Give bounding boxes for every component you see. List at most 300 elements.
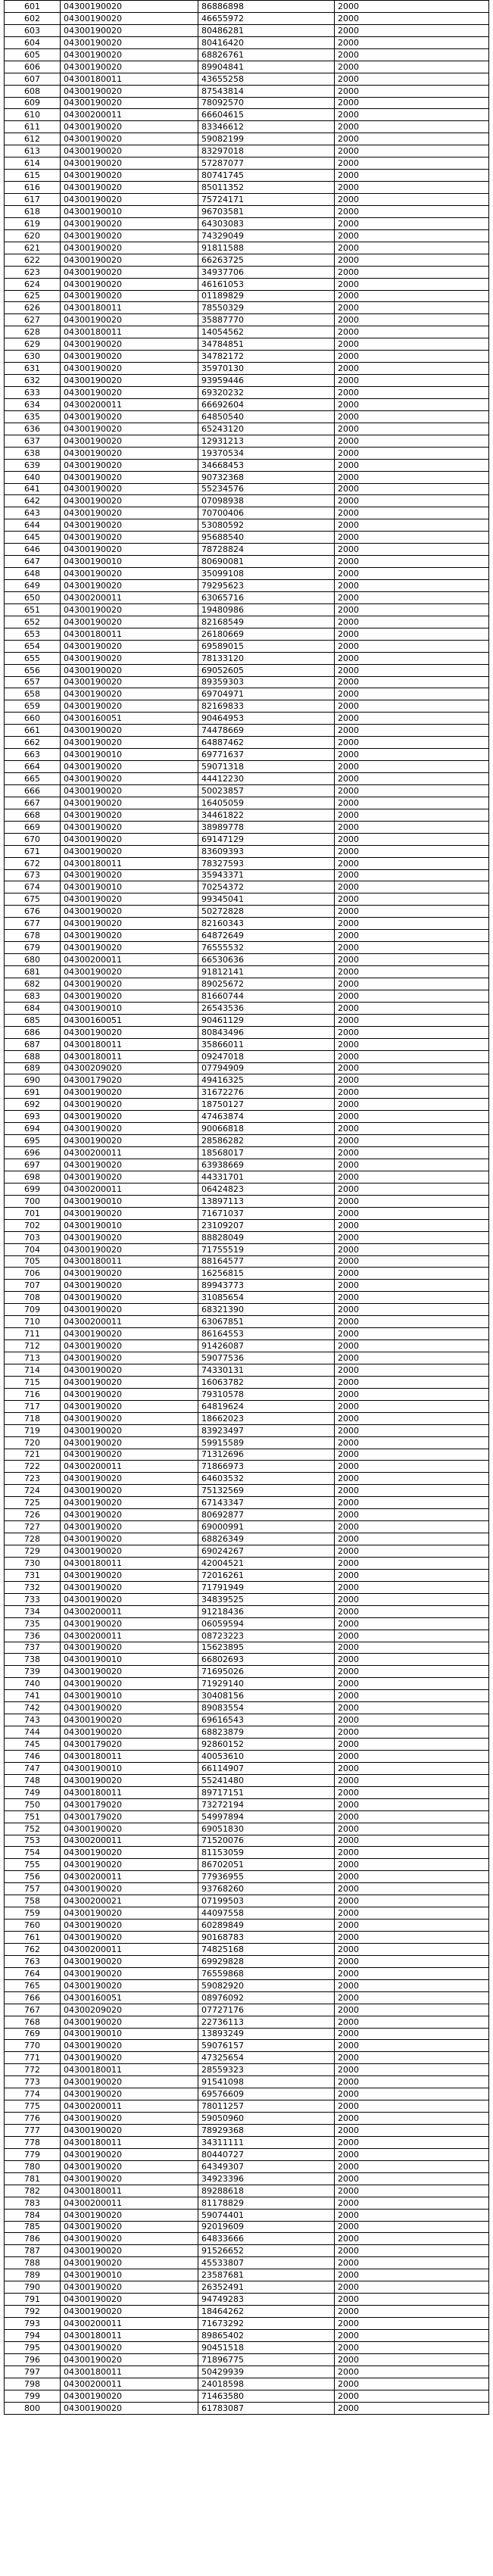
amount-cell: 2000	[335, 1316, 489, 1328]
amount-cell: 2000	[335, 737, 489, 749]
account-code-cell: 04300190020	[61, 423, 198, 435]
table-row	[5, 2100, 489, 2113]
amount-cell: 2000	[335, 2185, 489, 2197]
amount-cell: 2000	[335, 2341, 489, 2353]
record-id-cell: 31672276	[198, 1087, 335, 1099]
account-code-cell: 04300190020	[61, 351, 198, 363]
account-code-cell: 04300190020	[61, 1449, 198, 1461]
table-row	[5, 603, 489, 616]
account-code-cell: 04300190010	[61, 2269, 198, 2281]
record-id-cell: 13897113	[198, 1195, 335, 1207]
amount-cell: 2000	[335, 2160, 489, 2172]
row-number-cell: 611	[5, 121, 61, 133]
amount-cell: 2000	[335, 2365, 489, 2378]
account-code-cell: 04300190020	[61, 1, 198, 13]
account-code-cell: 04300180011	[61, 2136, 198, 2148]
table-row	[5, 109, 489, 121]
table-row	[5, 1280, 489, 1292]
table-row	[5, 483, 489, 495]
table-row	[5, 1967, 489, 1979]
account-code-cell: 04300190020	[61, 242, 198, 254]
row-number-cell: 781	[5, 2172, 61, 2185]
record-id-cell: 89717151	[198, 1786, 335, 1798]
account-code-cell: 04300190020	[61, 990, 198, 1002]
account-code-cell: 04300190020	[61, 266, 198, 278]
amount-cell: 2000	[335, 1666, 489, 1678]
amount-cell: 2000	[335, 254, 489, 266]
account-code-cell: 04300190020	[61, 1979, 198, 1991]
amount-cell: 2000	[335, 2088, 489, 2100]
amount-cell: 2000	[335, 603, 489, 616]
row-number-cell: 795	[5, 2341, 61, 2353]
row-number-cell: 636	[5, 423, 61, 435]
account-code-cell: 04300190020	[61, 2209, 198, 2221]
table-row	[5, 1, 489, 13]
table-row	[5, 1159, 489, 1171]
table-row	[5, 1654, 489, 1666]
table-row	[5, 833, 489, 845]
account-code-cell: 04300180011	[61, 2329, 198, 2341]
account-code-cell: 04300190020	[61, 1774, 198, 1786]
row-number-cell: 765	[5, 1979, 61, 1991]
account-code-cell: 04300190020	[61, 845, 198, 857]
table-row	[5, 1871, 489, 1883]
row-number-cell: 738	[5, 1654, 61, 1666]
record-id-cell: 57287077	[198, 157, 335, 170]
table-row	[5, 36, 489, 48]
table-row	[5, 1388, 489, 1400]
row-number-cell: 784	[5, 2209, 61, 2221]
table-row	[5, 1714, 489, 1726]
account-code-cell: 04300180011	[61, 1557, 198, 1569]
table-row	[5, 773, 489, 785]
row-number-cell: 622	[5, 254, 61, 266]
account-code-cell: 04300190020	[61, 2160, 198, 2172]
amount-cell: 2000	[335, 2390, 489, 2402]
row-number-cell: 634	[5, 398, 61, 410]
row-number-cell: 799	[5, 2390, 61, 2402]
account-code-cell: 04300190020	[61, 1666, 198, 1678]
account-code-cell: 04300180011	[61, 1050, 198, 1062]
amount-cell: 2000	[335, 580, 489, 592]
table-row	[5, 1883, 489, 1895]
table-row	[5, 1171, 489, 1183]
record-id-cell: 90461129	[198, 1014, 335, 1026]
table-row	[5, 351, 489, 363]
account-code-cell: 04300190020	[61, 1569, 198, 1581]
row-number-cell: 628	[5, 326, 61, 338]
table-row	[5, 1859, 489, 1871]
table-row	[5, 1449, 489, 1461]
record-id-cell: 88164577	[198, 1255, 335, 1268]
table-row	[5, 242, 489, 254]
table-row	[5, 447, 489, 459]
record-id-cell: 07794909	[198, 1062, 335, 1074]
amount-cell: 2000	[335, 833, 489, 845]
record-id-cell: 86164553	[198, 1328, 335, 1340]
record-id-cell: 78011257	[198, 2100, 335, 2113]
amount-cell: 2000	[335, 1629, 489, 1642]
row-number-cell: 621	[5, 242, 61, 254]
row-number-cell: 629	[5, 338, 61, 351]
amount-cell: 2000	[335, 616, 489, 628]
table-row	[5, 2209, 489, 2221]
account-code-cell: 04300190020	[61, 507, 198, 519]
record-id-cell: 72016261	[198, 1569, 335, 1581]
table-row	[5, 1364, 489, 1376]
row-number-cell: 686	[5, 1026, 61, 1038]
account-code-cell: 04300190010	[61, 556, 198, 568]
row-number-cell: 667	[5, 797, 61, 809]
record-id-cell: 70254372	[198, 881, 335, 893]
row-number-cell: 689	[5, 1062, 61, 1074]
record-id-cell: 44412230	[198, 773, 335, 785]
account-code-cell: 04300190020	[61, 2172, 198, 2185]
row-number-cell: 776	[5, 2113, 61, 2125]
account-code-cell: 04300190020	[61, 483, 198, 495]
row-number-cell: 797	[5, 2365, 61, 2378]
amount-cell: 2000	[335, 1026, 489, 1038]
row-number-cell: 670	[5, 833, 61, 845]
row-number-cell: 728	[5, 1533, 61, 1545]
row-number-cell: 665	[5, 773, 61, 785]
amount-cell: 2000	[335, 2064, 489, 2076]
table-row	[5, 2148, 489, 2160]
account-code-cell: 04300190010	[61, 205, 198, 217]
amount-cell: 2000	[335, 1739, 489, 1751]
row-number-cell: 605	[5, 48, 61, 61]
account-code-cell: 04300190020	[61, 978, 198, 990]
record-id-cell: 47463874	[198, 1111, 335, 1123]
record-id-cell: 59076157	[198, 2040, 335, 2052]
amount-cell: 2000	[335, 1074, 489, 1087]
row-number-cell: 649	[5, 580, 61, 592]
account-code-cell: 04300180011	[61, 2365, 198, 2378]
table-row	[5, 157, 489, 170]
row-number-cell: 656	[5, 664, 61, 676]
record-id-cell: 90732368	[198, 471, 335, 483]
amount-cell: 2000	[335, 1388, 489, 1400]
record-id-cell: 80440727	[198, 2148, 335, 2160]
record-id-cell: 90168783	[198, 1932, 335, 1944]
table-row	[5, 314, 489, 326]
amount-cell: 2000	[335, 2113, 489, 2125]
row-number-cell: 678	[5, 930, 61, 942]
account-code-cell: 04300190020	[61, 2076, 198, 2088]
row-number-cell: 782	[5, 2185, 61, 2197]
record-id-cell: 71520076	[198, 1835, 335, 1847]
table-row	[5, 1195, 489, 1207]
amount-cell: 2000	[335, 2040, 489, 2052]
table-row	[5, 688, 489, 700]
amount-cell: 2000	[335, 1171, 489, 1183]
row-number-cell: 637	[5, 435, 61, 447]
amount-cell: 2000	[335, 1111, 489, 1123]
record-id-cell: 70700406	[198, 507, 335, 519]
table-row	[5, 881, 489, 893]
row-number-cell: 734	[5, 1605, 61, 1617]
record-id-cell: 15623895	[198, 1642, 335, 1654]
account-code-cell: 04300190020	[61, 2233, 198, 2245]
row-number-cell: 775	[5, 2100, 61, 2113]
account-code-cell: 04300200011	[61, 1835, 198, 1847]
record-id-cell: 59082920	[198, 1979, 335, 1991]
record-id-cell: 46655972	[198, 12, 335, 24]
amount-cell: 2000	[335, 845, 489, 857]
table-row	[5, 1533, 489, 1545]
row-number-cell: 710	[5, 1316, 61, 1328]
account-code-cell: 04300190020	[61, 568, 198, 580]
row-number-cell: 698	[5, 1171, 61, 1183]
account-code-cell: 04300180011	[61, 2185, 198, 2197]
row-number-cell: 660	[5, 713, 61, 725]
account-code-cell: 04300190020	[61, 966, 198, 978]
account-code-cell: 04300190020	[61, 447, 198, 459]
account-code-cell: 04300190020	[61, 2245, 198, 2257]
account-code-cell: 04300190020	[61, 930, 198, 942]
record-id-cell: 28586282	[198, 1135, 335, 1147]
account-code-cell: 04300190010	[61, 2028, 198, 2040]
amount-cell: 2000	[335, 942, 489, 954]
table-row	[5, 1629, 489, 1642]
table-row	[5, 1183, 489, 1195]
row-number-cell: 742	[5, 1702, 61, 1714]
record-id-cell: 63067851	[198, 1316, 335, 1328]
table-row	[5, 556, 489, 568]
row-number-cell: 658	[5, 688, 61, 700]
row-number-cell: 607	[5, 73, 61, 85]
amount-cell: 2000	[335, 85, 489, 97]
account-code-cell: 04300180011	[61, 1255, 198, 1268]
amount-cell: 2000	[335, 290, 489, 302]
amount-cell: 2000	[335, 568, 489, 580]
amount-cell: 2000	[335, 1617, 489, 1629]
account-code-cell: 04300190020	[61, 1328, 198, 1340]
record-id-cell: 87543814	[198, 85, 335, 97]
table-row	[5, 1099, 489, 1111]
record-id-cell: 69051830	[198, 1823, 335, 1835]
account-code-cell: 04300200011	[61, 1943, 198, 1955]
table-row	[5, 1062, 489, 1074]
table-row	[5, 1774, 489, 1786]
table-row	[5, 1835, 489, 1847]
record-id-cell: 64303083	[198, 217, 335, 229]
record-id-cell: 71791949	[198, 1581, 335, 1593]
account-code-cell: 04300190020	[61, 314, 198, 326]
account-code-cell: 04300190020	[61, 1123, 198, 1135]
record-id-cell: 71929140	[198, 1678, 335, 1690]
record-id-cell: 44097558	[198, 1907, 335, 1920]
amount-cell: 2000	[335, 2209, 489, 2221]
account-code-cell: 04300190020	[61, 544, 198, 556]
record-id-cell: 74330131	[198, 1364, 335, 1376]
amount-cell: 2000	[335, 556, 489, 568]
table-row	[5, 1292, 489, 1304]
row-number-cell: 673	[5, 869, 61, 881]
row-number-cell: 731	[5, 1569, 61, 1581]
amount-cell: 2000	[335, 2076, 489, 2088]
account-code-cell: 04300190020	[61, 2088, 198, 2100]
table-row	[5, 1328, 489, 1340]
row-number-cell: 768	[5, 2016, 61, 2028]
amount-cell: 2000	[335, 133, 489, 145]
table-row	[5, 302, 489, 314]
account-code-cell: 04300190020	[61, 410, 198, 423]
record-id-cell: 71312696	[198, 1449, 335, 1461]
amount-cell: 2000	[335, 1557, 489, 1569]
record-id-cell: 54997894	[198, 1810, 335, 1823]
amount-cell: 2000	[335, 2148, 489, 2160]
account-code-cell: 04300190020	[61, 1920, 198, 1932]
account-code-cell: 04300190020	[61, 1593, 198, 1605]
amount-cell: 2000	[335, 652, 489, 664]
record-id-cell: 19480986	[198, 603, 335, 616]
record-id-cell: 89025672	[198, 978, 335, 990]
amount-cell: 2000	[335, 749, 489, 761]
account-code-cell: 04300190020	[61, 918, 198, 930]
amount-cell: 2000	[335, 2294, 489, 2306]
amount-cell: 2000	[335, 1304, 489, 1316]
row-number-cell: 732	[5, 1581, 61, 1593]
record-id-cell: 78728824	[198, 544, 335, 556]
account-code-cell: 04300190020	[61, 2125, 198, 2137]
amount-cell: 2000	[335, 906, 489, 918]
amount-cell: 2000	[335, 1123, 489, 1135]
table-row	[5, 2353, 489, 2365]
account-code-cell: 04300180011	[61, 2064, 198, 2076]
amount-cell: 2000	[335, 2318, 489, 2330]
row-number-cell: 724	[5, 1485, 61, 1497]
record-id-cell: 35866011	[198, 1038, 335, 1050]
record-id-cell: 19370534	[198, 447, 335, 459]
amount-cell: 2000	[335, 145, 489, 157]
row-number-cell: 616	[5, 182, 61, 194]
record-id-cell: 91218436	[198, 1605, 335, 1617]
row-number-cell: 640	[5, 471, 61, 483]
amount-cell: 2000	[335, 363, 489, 375]
account-code-cell: 04300200011	[61, 109, 198, 121]
record-id-cell: 30408156	[198, 1690, 335, 1702]
amount-cell: 2000	[335, 1702, 489, 1714]
row-number-cell: 633	[5, 387, 61, 399]
record-id-cell: 69000991	[198, 1521, 335, 1533]
row-number-cell: 645	[5, 532, 61, 544]
account-code-cell: 04300190020	[61, 1932, 198, 1944]
account-code-cell: 04300179020	[61, 1739, 198, 1751]
amount-cell: 2000	[335, 519, 489, 532]
account-code-cell: 04300190010	[61, 749, 198, 761]
row-number-cell: 619	[5, 217, 61, 229]
account-code-cell: 04300180011	[61, 1038, 198, 1050]
amount-cell: 2000	[335, 544, 489, 556]
amount-cell: 2000	[335, 1014, 489, 1026]
account-code-cell: 04300190020	[61, 761, 198, 773]
table-row	[5, 1243, 489, 1255]
table-row	[5, 326, 489, 338]
row-number-cell: 786	[5, 2233, 61, 2245]
amount-cell: 2000	[335, 447, 489, 459]
amount-cell: 2000	[335, 1497, 489, 1509]
row-number-cell: 701	[5, 1207, 61, 1219]
table-row	[5, 1920, 489, 1932]
record-id-cell: 53080592	[198, 519, 335, 532]
record-id-cell: 99345041	[198, 893, 335, 906]
row-number-cell: 789	[5, 2269, 61, 2281]
amount-cell: 2000	[335, 351, 489, 363]
table-row	[5, 2281, 489, 2294]
row-number-cell: 625	[5, 290, 61, 302]
record-id-cell: 64850540	[198, 410, 335, 423]
record-id-cell: 23587681	[198, 2269, 335, 2281]
row-number-cell: 747	[5, 1762, 61, 1774]
table-row	[5, 725, 489, 737]
row-number-cell: 626	[5, 302, 61, 314]
account-code-cell: 04300190020	[61, 676, 198, 688]
row-number-cell: 726	[5, 1509, 61, 1521]
row-number-cell: 792	[5, 2306, 61, 2318]
table-row	[5, 387, 489, 399]
record-id-cell: 69024267	[198, 1545, 335, 1558]
row-number-cell: 690	[5, 1074, 61, 1087]
table-row	[5, 471, 489, 483]
table-row	[5, 1762, 489, 1774]
account-code-cell: 04300190020	[61, 435, 198, 447]
table-row	[5, 2402, 489, 2414]
amount-cell: 2000	[335, 1569, 489, 1581]
table-row	[5, 1823, 489, 1835]
amount-cell: 2000	[335, 483, 489, 495]
record-id-cell: 59915589	[198, 1436, 335, 1449]
row-number-cell: 630	[5, 351, 61, 363]
amount-cell: 2000	[335, 1967, 489, 1979]
row-number-cell: 644	[5, 519, 61, 532]
amount-cell: 2000	[335, 978, 489, 990]
amount-cell: 2000	[335, 2004, 489, 2016]
record-id-cell: 71671037	[198, 1207, 335, 1219]
record-id-cell: 69704971	[198, 688, 335, 700]
record-id-cell: 79295623	[198, 580, 335, 592]
record-id-cell: 82168549	[198, 616, 335, 628]
table-row	[5, 1932, 489, 1944]
record-id-cell: 59077536	[198, 1352, 335, 1364]
row-number-cell: 663	[5, 749, 61, 761]
amount-cell: 2000	[335, 435, 489, 447]
record-id-cell: 81660744	[198, 990, 335, 1002]
record-id-cell: 28559323	[198, 2064, 335, 2076]
amount-cell: 2000	[335, 2329, 489, 2341]
amount-cell: 2000	[335, 1762, 489, 1774]
amount-cell: 2000	[335, 507, 489, 519]
table-row	[5, 363, 489, 375]
account-code-cell: 04300160051	[61, 713, 198, 725]
account-code-cell: 04300190020	[61, 784, 198, 797]
table-row	[5, 1074, 489, 1087]
account-code-cell: 04300160051	[61, 1014, 198, 1026]
table-row	[5, 1509, 489, 1521]
account-code-cell: 04300190020	[61, 737, 198, 749]
table-row	[5, 519, 489, 532]
amount-cell: 2000	[335, 1231, 489, 1243]
account-code-cell: 04300200011	[61, 1871, 198, 1883]
row-number-cell: 606	[5, 61, 61, 73]
table-row	[5, 1340, 489, 1352]
amount-cell: 2000	[335, 930, 489, 942]
record-id-cell: 75724171	[198, 194, 335, 206]
account-code-cell: 04300190020	[61, 1364, 198, 1376]
row-number-cell: 760	[5, 1920, 61, 1932]
record-id-cell: 59071318	[198, 761, 335, 773]
record-id-cell: 45533807	[198, 2257, 335, 2269]
